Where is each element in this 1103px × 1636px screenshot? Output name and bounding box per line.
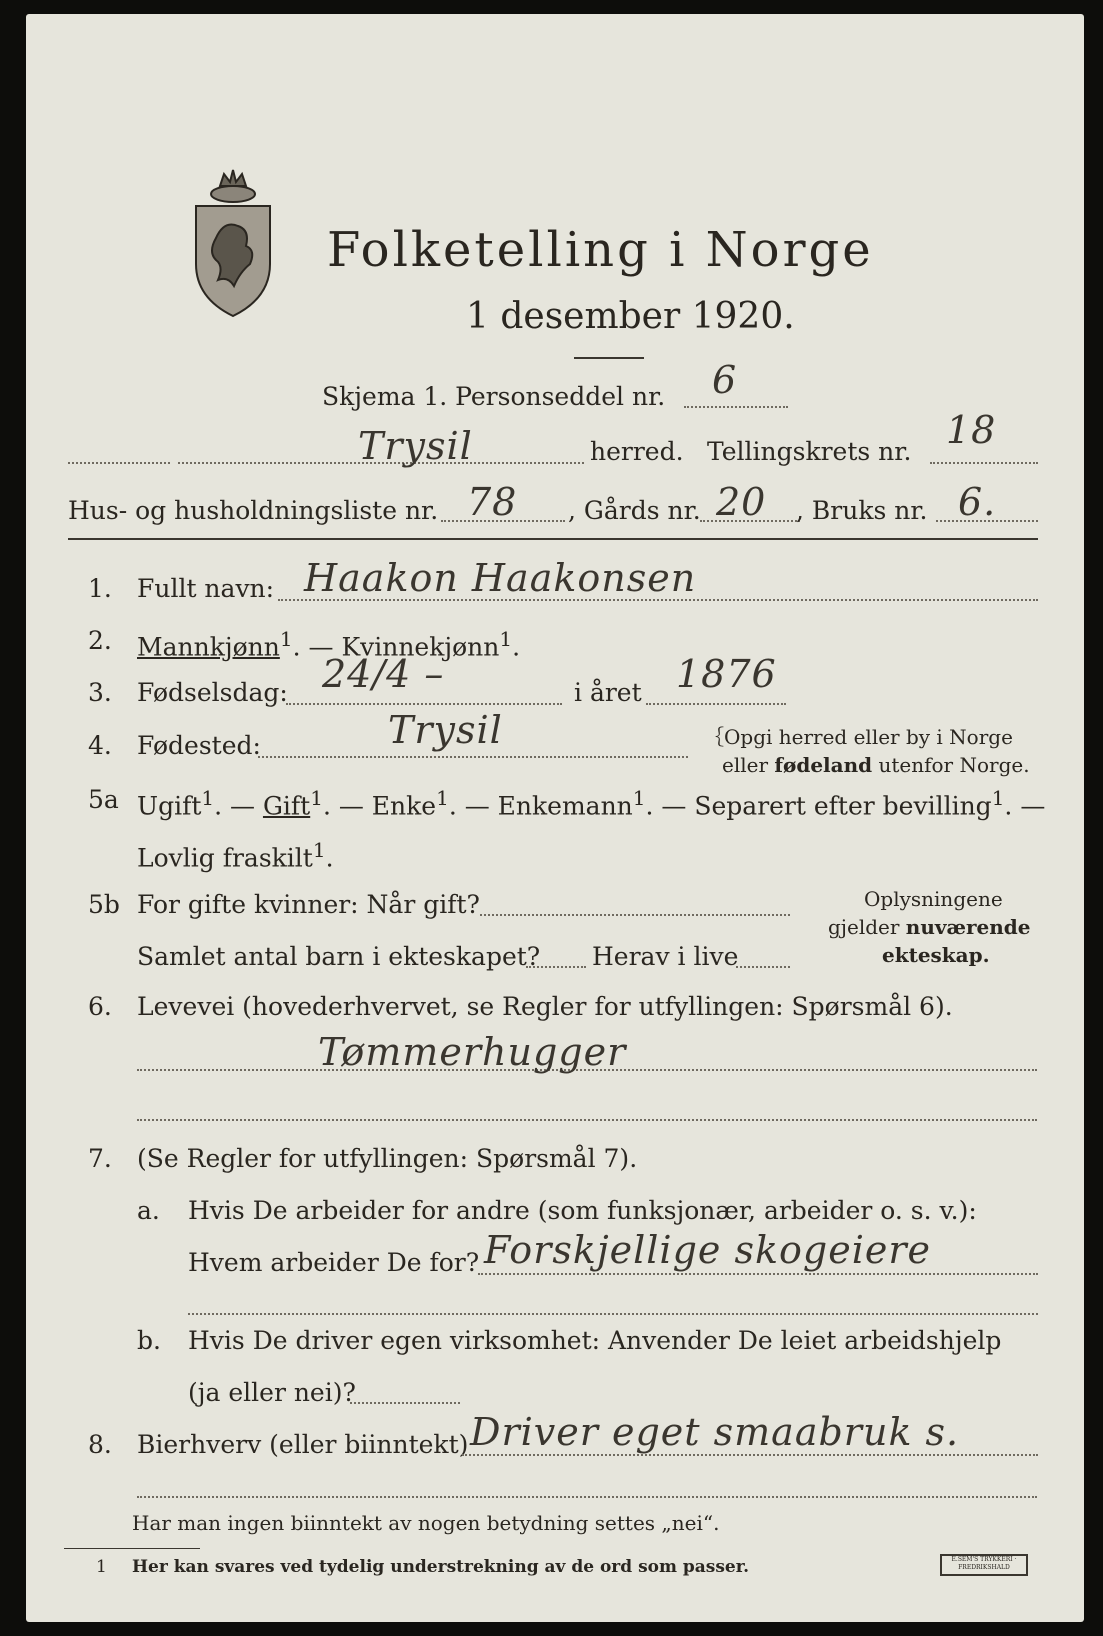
herred-line-1 [68,462,170,464]
marital-enkemann-option[interactable]: Enkemann [497,791,633,821]
q6-line-2 [137,1119,1037,1121]
birth-year-value[interactable]: 1876 [676,652,777,696]
sex-male-option[interactable]: Mannkjønn [137,632,280,662]
form-title: Folketelling i Norge [327,222,874,278]
q8-number: 8. [88,1430,112,1459]
sex-female-option[interactable]: Kvinnekjønn [341,632,500,662]
q7-label: (Se Regler for utfyllingen: Spørsmål 7). [137,1144,638,1173]
q7b-line [350,1402,460,1404]
q7b-label: Hvis De driver egen virksomhet: Anvender De leiet arbeidshjelp [188,1326,1002,1355]
header-rule [68,538,1038,540]
q6-label: Levevei (hovederhvervet, se Regler for utfyllingen: Spørsmål 6). [137,992,953,1021]
q4-line [258,756,688,758]
norwegian-coat-of-arms-icon [190,168,276,320]
q5b-note-2: gjelder nuværende [828,915,1031,939]
tellingskrets-line [930,462,1038,464]
herred-label: herred. [590,437,684,466]
marital-ugift-option[interactable]: Ugift [137,791,202,821]
q1-number: 1. [88,574,112,603]
marital-gift-option[interactable]: Gift [262,791,311,821]
printer-stamp: E.SEM'S TRYKKERI · FREDRIKSHALD [940,1554,1028,1576]
bruks-value[interactable]: 6. [958,480,997,524]
q5b-children-line [526,966,586,968]
q5b-number: 5b [88,890,120,919]
q8-label: Bierhverv (eller biinntekt) [137,1430,469,1459]
q5b-note-1: Oplysningene [864,887,1003,911]
birthplace-value[interactable]: Trysil [388,708,503,752]
personseddel-line [684,406,788,408]
q7a-label: Hvis De arbeider for andre (som funksjonær, arbeider o. s. v.): [188,1196,977,1225]
q7a-line-2 [188,1313,1038,1315]
tellingskrets-value[interactable]: 18 [946,408,997,452]
q5b-label-2: Samlet antal barn i ekteskapet? [137,942,541,971]
q7a-letter: a. [137,1196,160,1225]
bruks-label: , Bruks nr. [796,496,928,525]
q8-line [462,1454,1038,1456]
q4-label: Fødested: [137,731,261,760]
q2-number: 2. [88,626,112,655]
skjema-label: Skjema 1. Personseddel nr. [322,382,666,411]
q5b-note-3: ekteskap. [882,943,990,967]
form-date: 1 desember 1920. [466,296,795,337]
gards-value[interactable]: 20 [716,480,767,524]
q3-year-line [646,703,786,705]
footnote-number: 1 [96,1557,107,1577]
q8-bottom-line [137,1496,1037,1498]
q7-number: 7. [88,1144,112,1173]
title-divider [574,357,644,359]
footer-note: Har man ingen biinntekt av nogen betydning settes „nei“. [132,1511,720,1535]
full-name-value[interactable]: Haakon Haakonsen [304,556,697,600]
herred-value[interactable]: Trysil [358,424,473,468]
footnote-text: Her kan svares ved tydelig understrekning av de ord som passer. [132,1557,750,1577]
occupation-value[interactable]: Tømmerhugger [318,1030,627,1074]
q5a-marital-options: Ugift$^1$. — Gift$^1$. — Enke$^1$. — Enkemann$^1$. — Separert efter bevilling$^1$. — [137,786,1046,821]
q5b-alive-line [736,966,790,968]
birthday-value[interactable]: 24/4 – [322,652,445,696]
hus-value[interactable]: 78 [467,480,518,524]
q3-number: 3. [88,678,112,707]
gards-label: , Gårds nr. [568,496,701,525]
personseddel-value[interactable]: 6 [712,358,738,402]
marital-fraskilt-option[interactable]: Lovlig fraskilt [137,843,313,873]
q4-note-line-2: eller fødeland utenfor Norge. [722,753,1030,777]
marital-separert-option[interactable]: Separert efter bevilling [694,791,992,821]
q7b-label-2: (ja eller nei)? [188,1378,356,1407]
q3-line [286,703,562,705]
q3-year-label: i året [574,678,642,707]
q7b-letter: b. [137,1326,161,1355]
hus-label: Hus- og husholdningsliste nr. [68,496,439,525]
q5b-label-1: For gifte kvinner: Når gift? [137,890,480,919]
q4-note-line-1: ｛Opgi herred eller by i Norge [704,725,1013,749]
q2-sex-options: Mannkjønn$^1$. — Kvinnekjønn$^1$. [137,627,521,662]
tellingskrets-label: Tellingskrets nr. [707,437,912,466]
marital-enke-option[interactable]: Enke [371,791,437,821]
q6-number: 6. [88,992,112,1021]
employer-value[interactable]: Forskjellige skogeiere [484,1228,931,1272]
q7a-label-2: Hvem arbeider De for? [188,1248,480,1277]
footnote-rule [64,1548,200,1549]
q5b-married-line [480,914,790,916]
q5a-number: 5a [88,785,119,814]
q7a-line-1 [478,1273,1038,1275]
q4-number: 4. [88,731,112,760]
q3-label: Fødselsdag: [137,678,288,707]
side-income-value[interactable]: Driver eget smaabruk s. [470,1410,960,1454]
q1-label: Fullt navn: [137,574,275,603]
q5b-label-3: Herav i live [592,942,739,971]
q5a-marital-options-2: Lovlig fraskilt$^1$. [137,838,334,873]
